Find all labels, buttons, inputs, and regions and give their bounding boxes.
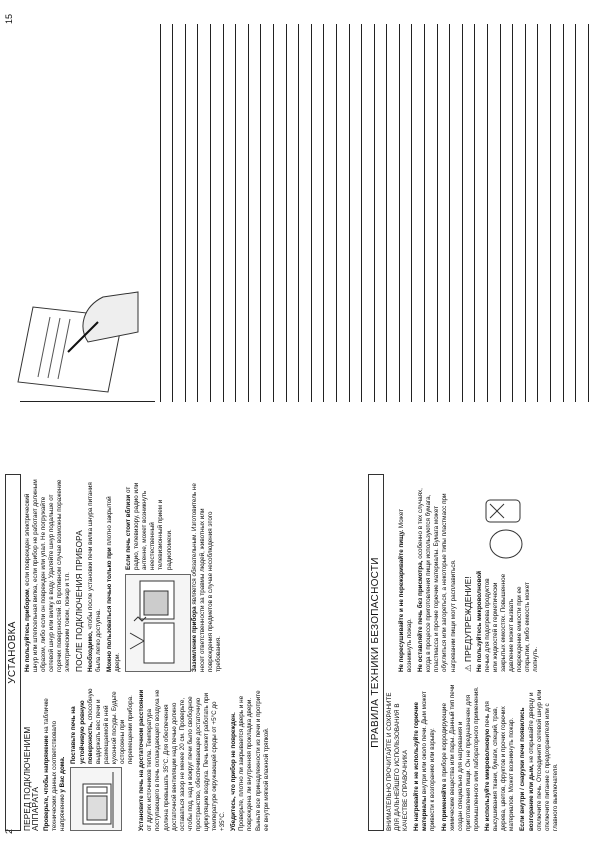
paragraph-distance: Установите печь на достаточном расстоянии от других источников тепла. Температура поступающего в печь охлаждающего воздуха не должна превышать 35°С. Для обеспечения достаточной вентиляции над печью должно оставаться зазор не менее 20 см. Проверьте, чтобы под, над и вокруг печи было свободное пространство, обеспечивающее достаточную циркуляцию воздуха. Печь может работать при температуре окружающей среды от +5°С до +35°С. [138,689,227,831]
safety-column-1 [386,683,563,831]
safety-rule-chemicals: Не применяйте в приборе корродирующие химические вещества или пары. Данный тип печи создан специально для нагревания и приготовления пищи. Он не предназначен для промышленного или лабораторного применения. [440,684,480,831]
safety-title: ПРАВИЛА ТЕХНИКИ БЕЗОПАСНОСТИ [368,474,384,831]
paragraph-do-not-use: Не пользуйтесь прибором, если поврежден электрический шнур или штепсельная вилка, если прибор не работает должным образом, либо если он поврежден или упал. Не погружайте сетевой шнур или вилку в воду. Удаляйте шнур подальше от горячих поверхностей. В противном случае возможны поражение электрическим током, пожар и т.п. [24,479,72,672]
paragraph-door: Можно пользоваться печью только при плотно закрытой двери. [105,496,121,672]
tv-oven-illustration [125,574,191,672]
page-number-right: 15 [4,14,14,25]
oven-icon [71,768,121,830]
after-connection-heading: ПОСЛЕ ПОДКЛЮЧЕНИЯ ПРИБОРА [74,530,84,672]
safety-rule-fire: Если внутри / снаружи печи появились возгорание или дым, не открывайте дверцу и отключите печь. Отсоедините сетевой шнур или отключите питание с предохранителя или с главного выключателя. [519,689,559,831]
safety-intro: ВНИМАТЕЛЬНО ПРОЧИТАЙТЕ И СОХРАНИТЕ ДЛЯ ДАЛЬНЕЙШЕГО ИСПОЛЬЗОВАНИЯ В КАЧЕСТВЕ СПРАВОЧНИКА [386,692,410,831]
paragraph-voltage: Проверьте, чтобы напряжение на табличке технических данных соответствовало напряжению у Вас дома. [43,698,67,831]
installation-title: УСТАНОВКА [5,474,21,831]
writing-hand-illustration [8,282,148,402]
page-number-left: 2 [4,828,14,834]
notes-vertical-rule [20,401,155,402]
notes-lines [148,24,595,402]
paragraph-radio: Если печь стоит вблизи от радио, телевизору, радио или антенне, может возникнуть неестественный телевизионный прием и радиопомехи. [125,482,173,570]
paragraph-damage: Убедитесь, что прибор не поврежден. Проверьте, плотно ли закрывается дверь и не повреждена ли внутренняя прокладка двери. Выньте все принадлежности из печи и протрите ее внутри мягкой влажной тряпкой. [230,690,270,831]
warning-triangle-icon: ⚠ [462,664,473,672]
paragraph-plug: Необходимо, чтобы после установки печи вилка шнура питания была легко доступна. [86,482,102,672]
safety-rule-overcook: Не пересушивайте и не пережаривайте пищу. Может возникнуть пожар. [398,508,414,672]
tv-interference-icon [126,575,190,671]
paragraph-surface: Поставьте печь на устойчивую ровную поверхность, способную выдержать вес печи и размещаемой в ней кухонной посуды. Будьте осторожны при перемещении прибора. [70,688,135,764]
safety-column-2 [398,477,544,672]
safety-rule-unattended: Не оставляйте печь без присмотра, особенно в тех случаях, когда в процессе приготовления пищи используются бумага, пластмасса и прочие горючие материалы. Бумага может обуглиться или загореться, а некоторые типы пластмасс при нагревании пищи могут расплавиться. [417,488,457,672]
sealed-containers-icon [476,484,526,564]
warning-heading: ⚠ ПРЕДУПРЕЖДЕНИЕ! [462,576,473,672]
before-connection-heading: ПЕРЕД ПОДКЛЮЧЕНИЕМ АППАРАТА [23,726,41,831]
oven-illustration [70,767,122,831]
installation-column-2 [24,477,226,672]
warning-text: Не пользуйтесь микроволновой печью для подогрева продуктов или жидкостей в герметически закрытых емкостях. Повышенное давление может вызвать повреждение емкости при ее открытии, либо емкость может лопнуть. [475,570,540,672]
installation-column-1 [24,683,274,831]
safety-rule-flammable: Не нагревайте и не используйте горючие материалы внутри или около печи. Дым может привести к возгоранию или взрыву. [413,691,437,831]
safety-rule-drying: Не используйте микроволновую печь для высушивания ткани, бумаги, специй, трав, дерева, цветов, фруктов и прочих горючих материалов. Может возникнуть пожар. [484,701,516,831]
paragraph-grounding: Заземление прибора является обязательным. Изготовитель не несет ответственности за травмы людей, животных или повреждения предметов в случае несоблюдения этого требования. [191,483,223,672]
